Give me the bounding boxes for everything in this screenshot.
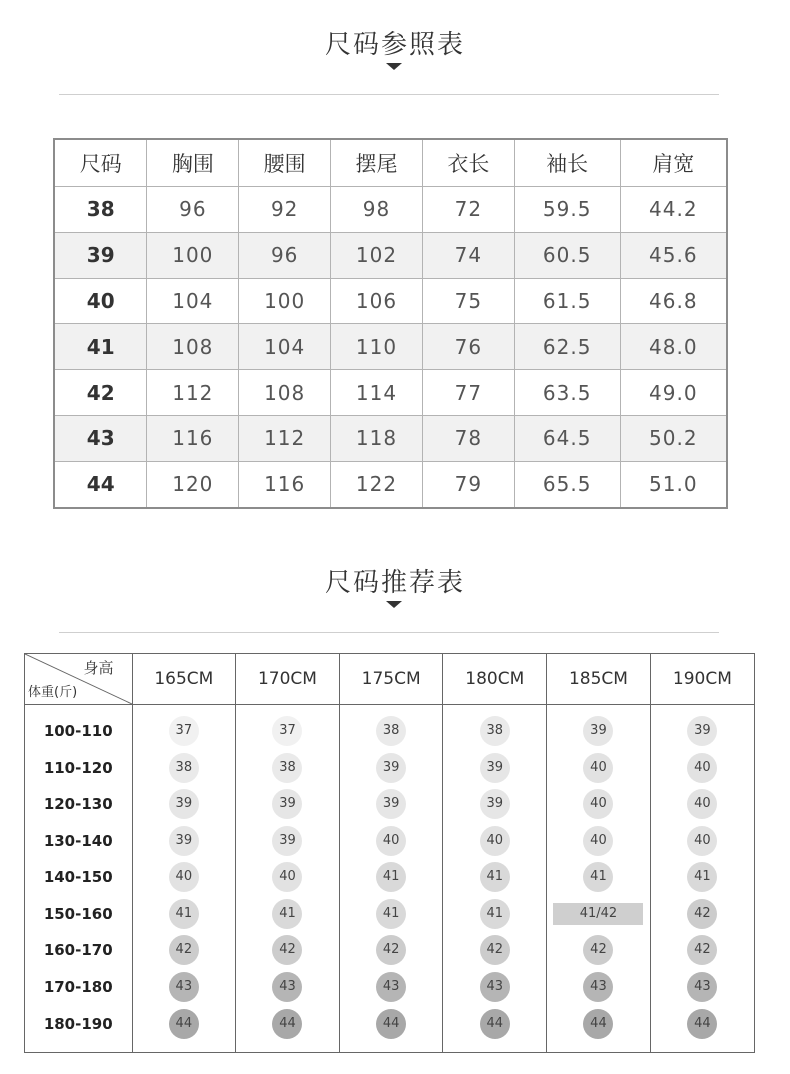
size-chart-cell: 77	[422, 370, 514, 416]
recommended-size-cell	[443, 786, 547, 823]
recommended-size-cell	[132, 1005, 236, 1052]
size-chart-cell: 50.2	[620, 415, 727, 461]
recommended-size-cell	[547, 705, 651, 750]
size-chart-cell: 76	[422, 324, 514, 370]
height-header-cell: 165CM	[132, 654, 236, 705]
size-chart-cell: 45.6	[620, 232, 727, 278]
recommended-size-circle: 39	[583, 716, 613, 746]
recommended-size-cell	[547, 859, 651, 896]
recommended-size-cell	[339, 750, 443, 787]
size-chart-cell: 61.5	[514, 278, 620, 324]
size-chart-size-cell: 44	[54, 461, 147, 507]
recommended-size-cell	[547, 786, 651, 823]
recommendation-row	[25, 932, 754, 969]
size-chart-header-cell: 摆尾	[331, 139, 423, 187]
recommended-size-bar: 41/42	[553, 903, 643, 925]
recommended-size-cell	[132, 705, 236, 750]
size-chart-title-arrow-icon	[386, 63, 402, 70]
size-chart-cell: 78	[422, 415, 514, 461]
size-chart-size-cell: 38	[54, 187, 147, 233]
size-chart-cell: 92	[239, 187, 331, 233]
size-chart-row	[54, 324, 727, 370]
recommended-size-circle: 39	[272, 826, 302, 856]
height-header-cell: 190CM	[650, 654, 754, 705]
recommended-size-cell	[650, 1005, 754, 1052]
recommended-size-circle: 39	[687, 716, 717, 746]
recommended-size-cell	[236, 896, 340, 933]
recommended-size-circle: 43	[376, 972, 406, 1002]
recommended-size-cell	[132, 896, 236, 933]
recommended-size-cell	[236, 969, 340, 1006]
recommended-size-circle: 43	[687, 972, 717, 1002]
size-chart-cell: 74	[422, 232, 514, 278]
recommended-size-circle: 39	[480, 753, 510, 783]
recommended-size-circle: 39	[169, 826, 199, 856]
recommended-size-circle: 41	[376, 899, 406, 929]
recommended-size-circle: 43	[583, 972, 613, 1002]
recommended-size-cell	[236, 1005, 340, 1052]
recommended-size-cell	[132, 969, 236, 1006]
recommended-size-circle: 39	[480, 789, 510, 819]
size-chart-row	[54, 187, 727, 233]
recommendation-table	[24, 653, 755, 1053]
recommended-size-circle: 39	[376, 789, 406, 819]
recommended-size-cell	[650, 823, 754, 860]
recommended-size-cell	[339, 859, 443, 896]
size-chart-cell: 75	[422, 278, 514, 324]
recommended-size-cell	[650, 896, 754, 933]
recommended-size-circle: 38	[272, 753, 302, 783]
recommended-size-circle: 43	[480, 972, 510, 1002]
size-chart-header-row	[54, 139, 727, 187]
recommended-size-circle: 39	[376, 753, 406, 783]
recommendation-divider	[59, 632, 719, 633]
size-chart-size-cell: 43	[54, 415, 147, 461]
recommendation-row	[25, 786, 754, 823]
recommended-size-circle: 41	[480, 899, 510, 929]
size-chart-cell: 116	[239, 461, 331, 507]
weight-range-cell: 150-160	[25, 896, 132, 933]
recommended-size-circle: 41	[480, 862, 510, 892]
recommended-size-circle: 41	[272, 899, 302, 929]
recommended-size-circle: 38	[376, 716, 406, 746]
size-chart-size-cell: 42	[54, 370, 147, 416]
size-chart-cell: 96	[147, 187, 239, 233]
recommended-size-circle: 40	[687, 826, 717, 856]
size-chart-cell: 62.5	[514, 324, 620, 370]
recommended-size-cell	[339, 705, 443, 750]
recommended-size-cell	[132, 823, 236, 860]
size-chart-cell: 116	[147, 415, 239, 461]
size-chart-cell: 112	[239, 415, 331, 461]
size-chart-cell: 65.5	[514, 461, 620, 507]
size-chart-size-cell: 39	[54, 232, 147, 278]
height-header-cell: 185CM	[547, 654, 651, 705]
recommended-size-circle: 44	[583, 1009, 613, 1039]
size-chart-header-cell: 胸围	[147, 139, 239, 187]
size-chart-cell: 48.0	[620, 324, 727, 370]
recommendation-header-row	[25, 654, 754, 705]
recommended-size-circle: 39	[272, 789, 302, 819]
recommendation-row	[25, 859, 754, 896]
recommended-size-cell	[339, 969, 443, 1006]
size-chart-header-cell: 肩宽	[620, 139, 727, 187]
size-chart-cell: 108	[147, 324, 239, 370]
size-chart-divider	[59, 94, 719, 95]
size-chart-cell: 96	[239, 232, 331, 278]
size-chart-row	[54, 461, 727, 507]
recommended-size-cell	[132, 786, 236, 823]
recommended-size-cell	[547, 1005, 651, 1052]
recommended-size-cell	[339, 896, 443, 933]
size-chart-cell: 108	[239, 370, 331, 416]
recommended-size-circle: 42	[583, 935, 613, 965]
size-chart-cell: 49.0	[620, 370, 727, 416]
size-chart-cell: 64.5	[514, 415, 620, 461]
size-chart-row	[54, 278, 727, 324]
recommended-size-cell	[650, 750, 754, 787]
recommended-size-circle: 44	[272, 1009, 302, 1039]
recommended-size-cell	[650, 786, 754, 823]
size-chart-header-cell: 尺码	[54, 139, 147, 187]
recommended-size-cell	[132, 750, 236, 787]
size-chart-cell: 114	[331, 370, 423, 416]
recommended-size-cell	[236, 750, 340, 787]
recommended-size-circle: 40	[687, 753, 717, 783]
recommended-size-cell	[547, 750, 651, 787]
size-chart-cell: 110	[331, 324, 423, 370]
recommended-size-cell	[650, 969, 754, 1006]
recommended-size-cell	[443, 823, 547, 860]
recommended-size-circle: 40	[687, 789, 717, 819]
size-chart-row	[54, 370, 727, 416]
recommended-size-circle: 40	[583, 753, 613, 783]
recommended-size-cell	[443, 932, 547, 969]
recommended-size-circle: 40	[272, 862, 302, 892]
size-chart-cell: 104	[147, 278, 239, 324]
weight-range-cell: 120-130	[25, 786, 132, 823]
recommended-size-cell	[650, 705, 754, 750]
recommended-size-circle: 42	[687, 935, 717, 965]
recommended-size-circle: 41	[169, 899, 199, 929]
height-header-cell: 175CM	[339, 654, 443, 705]
recommended-size-circle: 37	[169, 716, 199, 746]
weight-range-cell: 110-120	[25, 750, 132, 787]
recommended-size-circle: 42	[687, 899, 717, 929]
size-chart-cell: 120	[147, 461, 239, 507]
size-chart-title: 尺码参照表	[324, 30, 465, 60]
weight-range-cell: 160-170	[25, 932, 132, 969]
corner-header	[25, 654, 132, 705]
size-chart-row	[54, 232, 727, 278]
recommended-size-circle: 42	[169, 935, 199, 965]
recommended-size-circle: 44	[376, 1009, 406, 1039]
size-chart-cell: 79	[422, 461, 514, 507]
recommendation-row	[25, 1005, 754, 1052]
recommended-size-cell	[236, 932, 340, 969]
weight-range-cell: 100-110	[25, 705, 132, 750]
size-chart-header-cell: 衣长	[422, 139, 514, 187]
recommended-size-cell	[547, 896, 651, 933]
size-chart-cell: 100	[239, 278, 331, 324]
recommended-size-circle: 41	[687, 862, 717, 892]
recommended-size-circle: 40	[480, 826, 510, 856]
recommended-size-circle: 42	[480, 935, 510, 965]
recommended-size-circle: 38	[480, 716, 510, 746]
recommended-size-circle: 42	[376, 935, 406, 965]
recommended-size-circle: 41	[376, 862, 406, 892]
recommended-size-circle: 37	[272, 716, 302, 746]
recommended-size-cell	[547, 969, 651, 1006]
recommendation-row	[25, 823, 754, 860]
recommendation-title: 尺码推荐表	[324, 568, 465, 598]
height-header-cell: 170CM	[236, 654, 340, 705]
weight-range-cell: 170-180	[25, 969, 132, 1006]
size-chart-row	[54, 415, 727, 461]
recommended-size-circle: 40	[583, 826, 613, 856]
weight-range-cell: 140-150	[25, 859, 132, 896]
recommended-size-circle: 43	[272, 972, 302, 1002]
recommended-size-cell	[650, 859, 754, 896]
recommended-size-cell	[443, 1005, 547, 1052]
size-chart-cell: 104	[239, 324, 331, 370]
recommended-size-cell	[236, 786, 340, 823]
size-chart-cell: 63.5	[514, 370, 620, 416]
recommended-size-cell	[339, 823, 443, 860]
size-chart-cell: 51.0	[620, 461, 727, 507]
size-chart-header-cell: 袖长	[514, 139, 620, 187]
recommended-size-cell	[443, 896, 547, 933]
size-chart-size-cell: 40	[54, 278, 147, 324]
size-chart-header-cell: 腰围	[239, 139, 331, 187]
recommendation-row	[25, 969, 754, 1006]
size-chart-cell: 72	[422, 187, 514, 233]
size-chart-cell: 100	[147, 232, 239, 278]
height-header-cell: 180CM	[443, 654, 547, 705]
recommended-size-cell	[443, 705, 547, 750]
recommended-size-cell	[443, 750, 547, 787]
corner-weight-label: 体重(斤)	[28, 685, 78, 700]
size-chart-size-cell: 41	[54, 324, 147, 370]
recommended-size-cell	[132, 859, 236, 896]
recommendation-title-arrow-icon	[386, 601, 402, 608]
recommended-size-circle: 41	[583, 862, 613, 892]
recommended-size-cell	[547, 932, 651, 969]
size-chart-cell: 118	[331, 415, 423, 461]
weight-range-cell: 180-190	[25, 1005, 132, 1052]
recommended-size-circle: 39	[169, 789, 199, 819]
size-chart-cell: 122	[331, 461, 423, 507]
recommended-size-circle: 44	[169, 1009, 199, 1039]
size-chart-cell: 106	[331, 278, 423, 324]
recommended-size-circle: 42	[272, 935, 302, 965]
recommended-size-cell	[443, 969, 547, 1006]
recommendation-row	[25, 896, 754, 933]
recommendation-row	[25, 705, 754, 750]
recommended-size-cell	[650, 932, 754, 969]
recommended-size-cell	[443, 859, 547, 896]
recommended-size-cell	[339, 932, 443, 969]
recommended-size-cell	[547, 823, 651, 860]
size-chart-table	[53, 138, 728, 509]
size-chart-cell: 46.8	[620, 278, 727, 324]
recommended-size-circle: 40	[376, 826, 406, 856]
size-chart-cell: 60.5	[514, 232, 620, 278]
size-chart-cell: 44.2	[620, 187, 727, 233]
size-chart-cell: 59.5	[514, 187, 620, 233]
recommendation-row	[25, 750, 754, 787]
size-chart-cell: 102	[331, 232, 423, 278]
recommended-size-cell	[339, 1005, 443, 1052]
recommended-size-circle: 38	[169, 753, 199, 783]
size-chart-cell: 112	[147, 370, 239, 416]
recommended-size-circle: 44	[480, 1009, 510, 1039]
size-chart-cell: 98	[331, 187, 423, 233]
recommended-size-circle: 43	[169, 972, 199, 1002]
recommended-size-cell	[132, 932, 236, 969]
recommended-size-circle: 40	[169, 862, 199, 892]
corner-height-label: 身高	[83, 659, 114, 677]
recommended-size-cell	[236, 859, 340, 896]
recommended-size-circle: 44	[687, 1009, 717, 1039]
recommended-size-cell	[236, 705, 340, 750]
recommended-size-cell	[236, 823, 340, 860]
recommended-size-cell	[339, 786, 443, 823]
recommended-size-circle: 40	[583, 789, 613, 819]
weight-range-cell: 130-140	[25, 823, 132, 860]
